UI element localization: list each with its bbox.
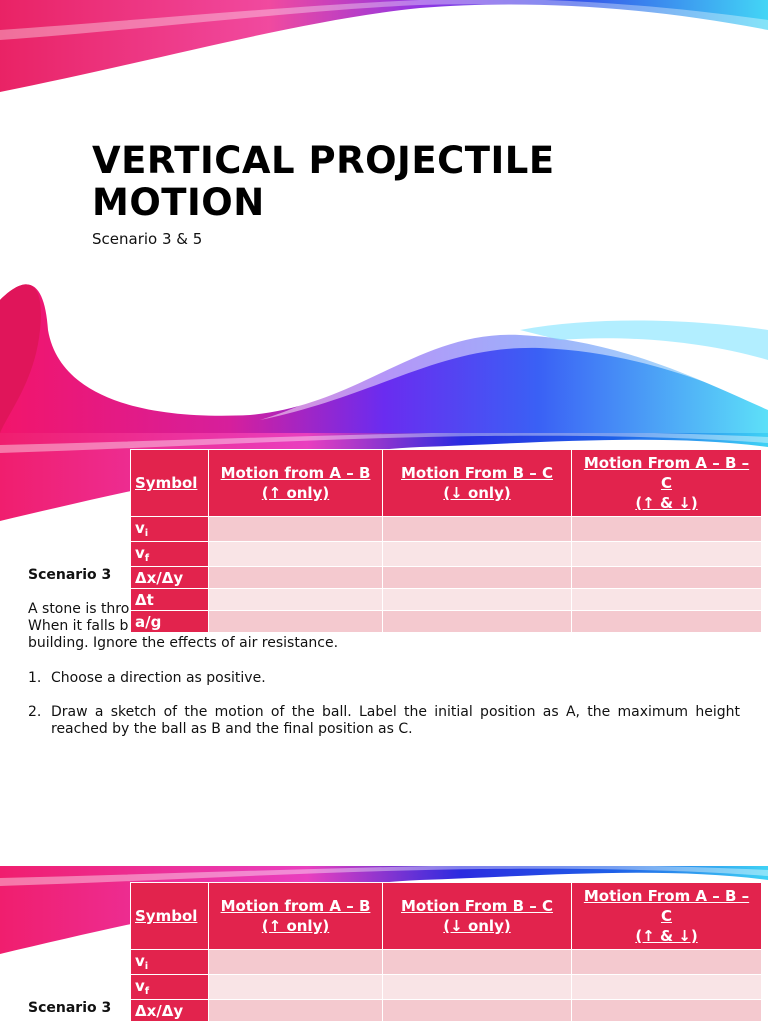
header-symbol: Symbol xyxy=(131,450,209,517)
table-row xyxy=(131,542,762,567)
table-row xyxy=(131,975,762,1000)
table-cell xyxy=(383,1000,572,1022)
symbol-vf: $v_f$ xyxy=(131,975,209,1000)
table-cell xyxy=(209,1000,383,1022)
header-motion-b-c: Motion From B – C (↓ only) xyxy=(383,450,572,517)
table-cell xyxy=(383,950,572,975)
symbol-time: Δt xyxy=(131,589,209,611)
header-motion-b-c: Motion From B – C (↓ only) xyxy=(383,883,572,950)
symbol-displacement: Δx/Δy xyxy=(131,567,209,589)
table-row xyxy=(131,517,762,542)
slide-subtitle: Scenario 3 & 5 xyxy=(92,230,203,248)
table-cell xyxy=(383,517,572,542)
scenario-slide-2 xyxy=(0,866,768,1024)
list-item: 1. Choose a direction as positive. xyxy=(28,670,266,686)
motion-table xyxy=(130,882,762,1022)
list-item: 2. Draw a sketch of the motion of the ball. Label the initial position as A, the maximum height reached by the ball as B and the final position as C. xyxy=(28,704,740,737)
symbol-acceleration: a/g xyxy=(131,611,209,633)
table-cell xyxy=(572,542,762,567)
table-header-row xyxy=(131,450,762,517)
table-cell xyxy=(383,567,572,589)
table-cell xyxy=(572,950,762,975)
scenario-slide xyxy=(0,433,768,866)
header-motion-a-b-c: Motion From A – B – C (↑ & ↓) xyxy=(572,883,762,950)
scenario-paragraph: A stone is thro When it falls b building. Ignore the effects of air resistance. xyxy=(28,601,339,651)
table-header-row xyxy=(131,883,762,950)
header-motion-a-b: Motion from A – B (↑ only) xyxy=(209,883,383,950)
header-motion-a-b: Motion from A – B (↑ only) xyxy=(209,450,383,517)
symbol-vi: $v_i$ xyxy=(131,517,209,542)
table-cell xyxy=(572,567,762,589)
table-cell xyxy=(209,950,383,975)
slide-title: VERTICAL PROJECTILE MOTION xyxy=(92,139,555,224)
scenario-label: Scenario 3 xyxy=(28,567,112,583)
table-cell xyxy=(209,542,383,567)
table-cell xyxy=(209,517,383,542)
symbol-displacement: Δx/Δy xyxy=(131,1000,209,1022)
scenario-label: Scenario 3 xyxy=(28,1000,112,1016)
table-cell xyxy=(383,975,572,1000)
header-motion-a-b-c: Motion From A – B – C (↑ & ↓) xyxy=(572,450,762,517)
table-cell xyxy=(209,975,383,1000)
symbol-vi: $v_i$ xyxy=(131,950,209,975)
symbol-vf: $v_f$ xyxy=(131,542,209,567)
table-row xyxy=(131,1000,762,1022)
table-cell xyxy=(383,542,572,567)
table-row xyxy=(131,950,762,975)
table-cell xyxy=(572,975,762,1000)
header-symbol: Symbol xyxy=(131,883,209,950)
table-cell xyxy=(572,1000,762,1022)
title-slide xyxy=(0,0,768,433)
table-cell xyxy=(572,517,762,542)
table-row xyxy=(131,567,762,589)
table-cell xyxy=(209,567,383,589)
